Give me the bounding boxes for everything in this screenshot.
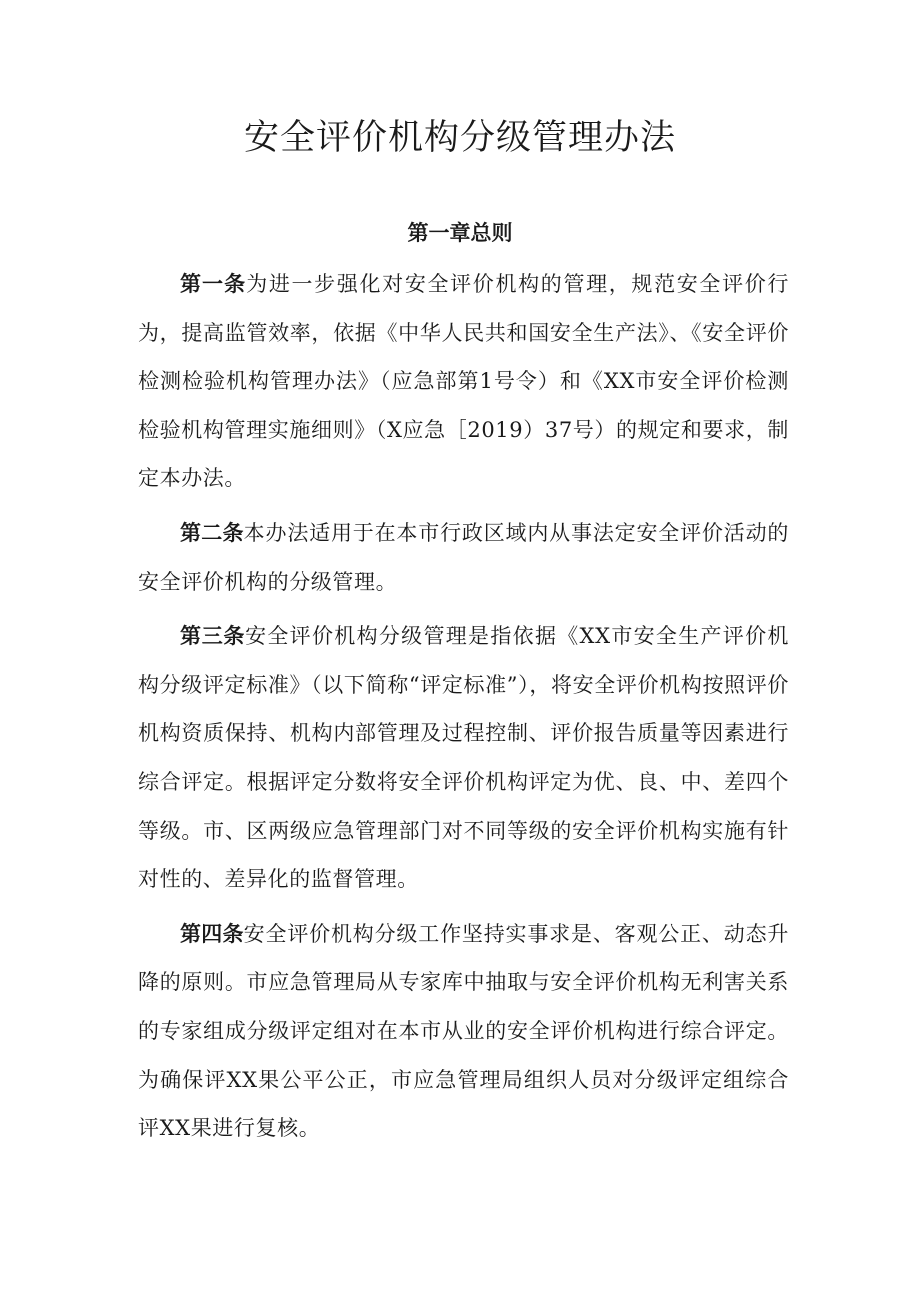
article-4 (138, 910, 789, 1153)
article-1-text: 为进一步强化对安全评价机构的管理，规范安全评价行为，提高监管效率，依据《中华人民共和国安全生产法》、《安全评价检测检验机构管理办法》（应急部第1号令）和《XX市安全评价检测检验机构管理实施细则》（X应急［2019）37号）的规定和要求，制定本办法。 (138, 272, 789, 491)
article-2-text: 本办法适用于在本市行政区域内从事法定安全评价活动的安全评价机构的分级管理。 (138, 520, 790, 594)
article-1-label: 第一条 (180, 272, 247, 296)
article-4-text: 安全评价机构分级工作坚持实事求是、客观公正、动态升降的原则。市应急管理局从专家库中抽取与安全评价机构无利害关系的专家组成分级评定组对在本市从业的安全评价机构进行综合评定。为确保评XX果公平公正，市应急管理局组织人员对分级评定组综合评XX果进行复核。 (138, 921, 790, 1141)
article-2 (138, 509, 789, 606)
article-3-label: 第三条 (180, 624, 246, 649)
article-4-label: 第四条 (180, 921, 244, 946)
article-1 (138, 260, 789, 503)
chapter-heading: 第一章总则 (407, 221, 513, 245)
article-3 (138, 612, 789, 904)
article-2-label: 第二条 (180, 520, 244, 545)
document-body (138, 260, 789, 1159)
document-title: 安全评价机构分级管理办法 (243, 118, 676, 158)
article-3-text: 安全评价机构分级管理是指依据《XX市安全生产评价机构分级评定标准》（以下简称“评定标准”），将安全评价机构按照评价机构资质保持、机构内部管理及过程控制、评价报告质量等因素进行综合评定。根据评定分数将安全评价机构评定为优、良、中、差四个等级。市、区两级应急管理部门对不同等级的安全评价机构实施有针对性的、差异化的监督管理。 (138, 624, 789, 892)
